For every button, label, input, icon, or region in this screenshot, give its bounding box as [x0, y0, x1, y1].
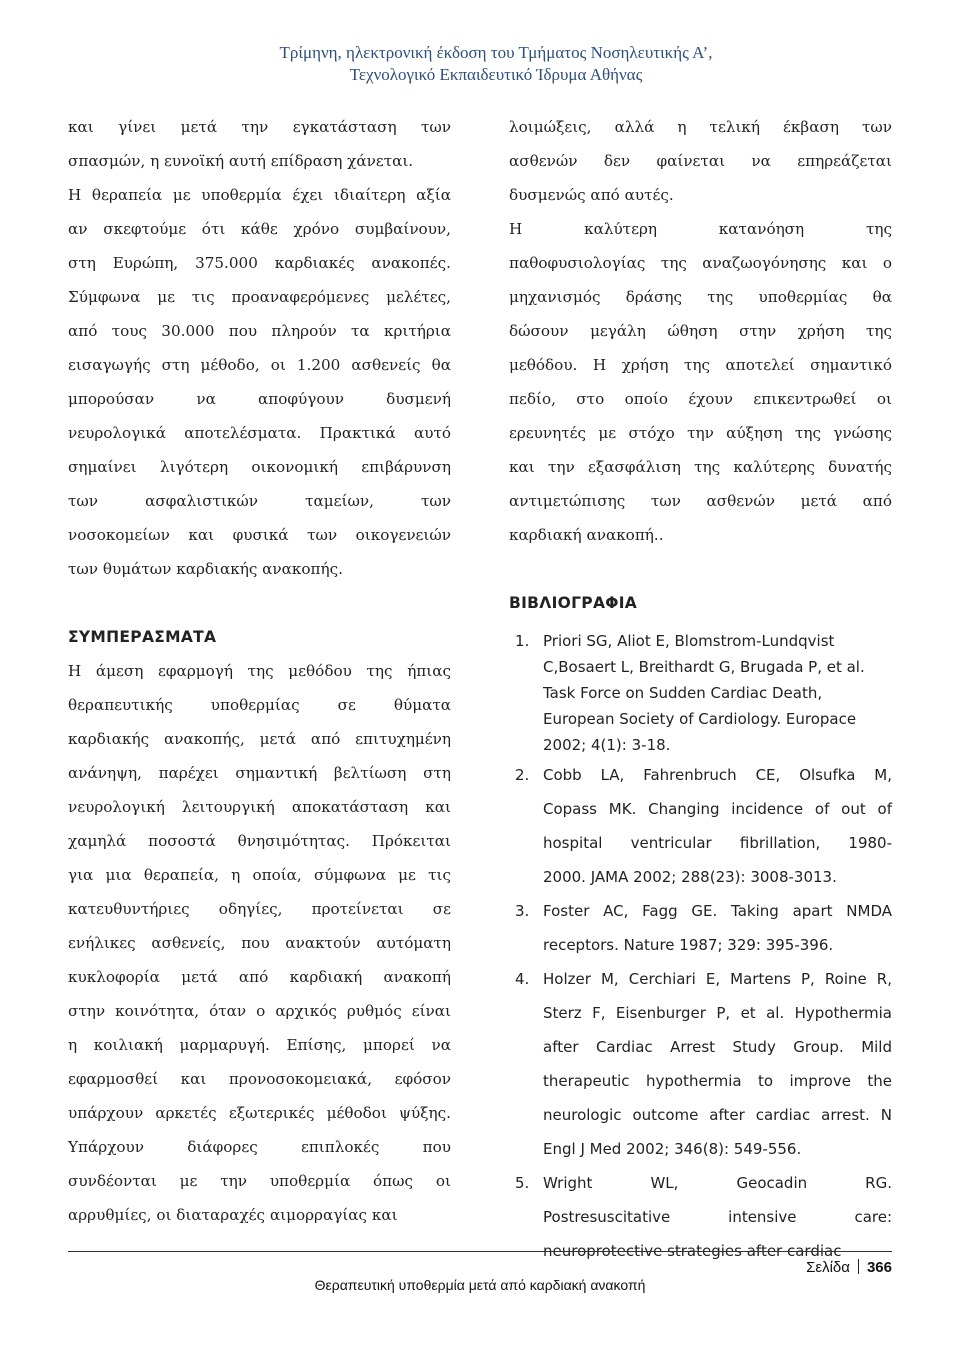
reference-list	[509, 628, 892, 1268]
header-line-2: Τεχνολογικό Εκπαιδευτικό Ίδρυμα Αθήνας	[349, 65, 643, 84]
reference-line: 2002; 4(1): 3-18.	[543, 736, 671, 754]
reference-item	[509, 758, 892, 894]
reference-line: 2000. JAMA 2002; 288(23): 3008-3013.	[543, 868, 837, 886]
reference-number: 2.	[515, 766, 530, 784]
reference-number: 4.	[515, 970, 530, 988]
understanding-paragraph	[509, 212, 892, 552]
reference-item	[509, 628, 892, 758]
page-label	[806, 1259, 892, 1276]
right-column	[509, 110, 892, 1268]
text-line: συνδέονται με την υποθερμία όπως οι	[68, 1172, 451, 1190]
text-line: σπασμών, η ευνοϊκή αυτή επίδραση χάνεται.	[68, 152, 414, 170]
spacer	[509, 552, 892, 586]
text-line: Η θεραπεία με υποθερμία έχει ιδιαίτερη αξία	[68, 186, 451, 204]
text-line: η κοιλιακή μαρμαρυγή. Επίσης, μπορεί να	[68, 1036, 451, 1054]
running-title: Θεραπευτική υποθερμία μετά από καρδιακή ανακοπή	[314, 1277, 646, 1293]
reference-line: Holzer M, Cerchiari E, Martens P, Roine R,	[543, 970, 892, 988]
page-word: Σελίδα	[806, 1259, 850, 1276]
reference-line: neurologic outcome after cardiac arrest. N	[543, 1106, 892, 1124]
text-line: δώσουν μεγάλη ώθηση στην χρήση της	[509, 322, 892, 340]
text-line: Η καλύτερη κατανόηση της	[509, 220, 892, 238]
text-line: ανάνηψη, παρέχει σημαντική βελτίωση στη	[68, 764, 451, 782]
text-line: από τους 30.000 που πληρούν τα κριτήρια	[68, 322, 451, 340]
text-line: εισαγωγής στη μέθοδο, οι 1.200 ασθενείς θα	[68, 356, 451, 374]
text-line: μηχανισμός δράσης της υποθερμίας θα	[509, 288, 892, 306]
text-line: υπάρχουν αρκετές εξωτερικές μέθοδοι ψύξης.	[68, 1104, 451, 1122]
text-line: πεδίο, στο οποίο έχουν επικεντρωθεί οι	[509, 390, 892, 408]
footer-rule	[68, 1251, 892, 1252]
text-line: σημαίνει λιγότερη οικονομική επιβάρυνση	[68, 458, 451, 476]
text-line: ερευνητές με στόχο την αύξηση της γνώσης	[509, 424, 892, 442]
reference-line: neuroprotective strategies after cardiac	[543, 1242, 842, 1260]
text-line: και γίνει μετά την εγκατάσταση των	[68, 118, 451, 136]
text-line: κυκλοφορία μετά από καρδιακή ανακοπή	[68, 968, 451, 986]
text-line: αν σκεφτούμε ότι κάθε χρόνο συμβαίνουν,	[68, 220, 451, 238]
text-line: καρδιακής ανακοπής, μετά από επιτυχημένη	[68, 730, 451, 748]
reference-line: receptors. Nature 1987; 329: 395-396.	[543, 936, 834, 954]
reference-number: 5.	[515, 1174, 530, 1192]
text-line: για μια θεραπεία, η οποία, σύμφωνα με τις	[68, 866, 451, 884]
header-line-1: Τρίμηνη, ηλεκτρονική έκδοση του Τμήματος Νοσηλευτικής Α’,	[279, 43, 713, 62]
text-line: και την εξασφάλιση της καλύτερης δυνατής	[509, 458, 892, 476]
text-line: αρρυθμίες, οι διαταραχές αιμορραγίας και	[68, 1206, 398, 1224]
spacer	[68, 586, 451, 620]
reference-line: after Cardiac Arrest Study Group. Mild	[543, 1038, 892, 1056]
text-line: μπορούσαν να αποφύγουν δυσμενή	[68, 390, 451, 408]
conclusions-paragraph	[68, 654, 451, 1232]
text-line: εφαρμοσθεί και προνοσοκομειακά, εφόσον	[68, 1070, 451, 1088]
reference-line: hospital ventricular fibrillation, 1980-	[543, 834, 892, 852]
text-line: των θυμάτων καρδιακής ανακοπής.	[68, 560, 343, 578]
text-line: νευρολογική λειτουργική αποκατάσταση και	[68, 798, 451, 816]
bibliography-heading: ΒΙΒΛΙΟΓΡΑΦΙΑ	[509, 594, 638, 612]
page-separator	[858, 1259, 859, 1274]
reference-line: European Society of Cardiology. Europace	[543, 710, 857, 728]
reference-line: therapeutic hypothermia to improve the	[543, 1072, 892, 1090]
text-line: ενήλικες ασθενείς, που ανακτούν αυτόματη	[68, 934, 451, 952]
text-line: θεραπευτικής υποθερμίας σε θύματα	[68, 696, 451, 714]
reference-item	[509, 962, 892, 1166]
reference-number: 1.	[515, 632, 530, 650]
text-line: νοσοκομείων και φυσικά των οικογενειών	[68, 526, 451, 544]
text-line: μεθόδου. Η χρήση της αποτελεί σημαντικό	[509, 356, 892, 374]
text-line: Υπάρχουν διάφορες επιπλοκές που	[68, 1138, 451, 1156]
text-line: Σύμφωνα με τις προαναφερόμενες μελέτες,	[68, 288, 451, 306]
conclusions-heading: ΣΥΜΠΕΡΑΣΜΑΤΑ	[68, 628, 217, 646]
reference-number: 3.	[515, 902, 530, 920]
page-number: 366	[866, 1259, 892, 1276]
reference-item	[509, 894, 892, 962]
left-column	[68, 110, 451, 1232]
reference-line: Wright WL, Geocadin RG.	[543, 1174, 892, 1192]
text-line: ασθενών δεν φαίνεται να επηρεάζεται	[509, 152, 892, 170]
text-line: χαμηλά ποσοστά θνησιμότητας. Πρόκειται	[68, 832, 451, 850]
text-line: παθοφυσιολογίας της αναζωογόνησης και ο	[509, 254, 892, 272]
reference-line: Engl J Med 2002; 346(8): 549-556.	[543, 1140, 802, 1158]
continuation-paragraph	[509, 110, 892, 212]
reference-line: Task Force on Sudden Cardiac Death,	[543, 684, 823, 702]
reference-line: C,Bosaert L, Breithardt G, Brugada P, et al.	[543, 658, 865, 676]
reference-line: Postresuscitative intensive care:	[543, 1208, 892, 1226]
text-line: δυσμενώς από αυτές.	[509, 186, 674, 204]
reference-line: Cobb LA, Fahrenbruch CE, Olsufka M,	[543, 766, 892, 784]
reference-line: Sterz F, Eisenburger P, et al. Hypothermia	[543, 1004, 892, 1022]
text-line: κατευθυντήριες οδηγίες, προτείνεται σε	[68, 900, 451, 918]
text-line: λοιμώξεις, αλλά η τελική έκβαση των	[509, 118, 892, 136]
text-line: των ασφαλιστικών ταμείων, των	[68, 492, 451, 510]
text-line: αντιμετώπισης των ασθενών μετά από	[509, 492, 892, 510]
text-line: στη Ευρώπη, 375.000 καρδιακές ανακοπές.	[68, 254, 451, 272]
reference-line: Priori SG, Aliot E, Blomstrom-Lundqvist	[543, 632, 835, 650]
text-line: στην κοινότητα, όταν ο αρχικός ρυθμός είναι	[68, 1002, 451, 1020]
reference-item	[509, 1166, 892, 1268]
intro-paragraph	[68, 110, 451, 586]
reference-line: Copass MK. Changing incidence of out of	[543, 800, 892, 818]
text-line: νευρολογικά αποτελέσματα. Πρακτικά αυτό	[68, 424, 451, 442]
text-line: καρδιακή ανακοπή..	[509, 526, 664, 544]
reference-line: Foster AC, Fagg GE. Taking apart NMDA	[543, 902, 892, 920]
text-line: Η άμεση εφαρμογή της μεθόδου της ήπιας	[68, 662, 451, 680]
